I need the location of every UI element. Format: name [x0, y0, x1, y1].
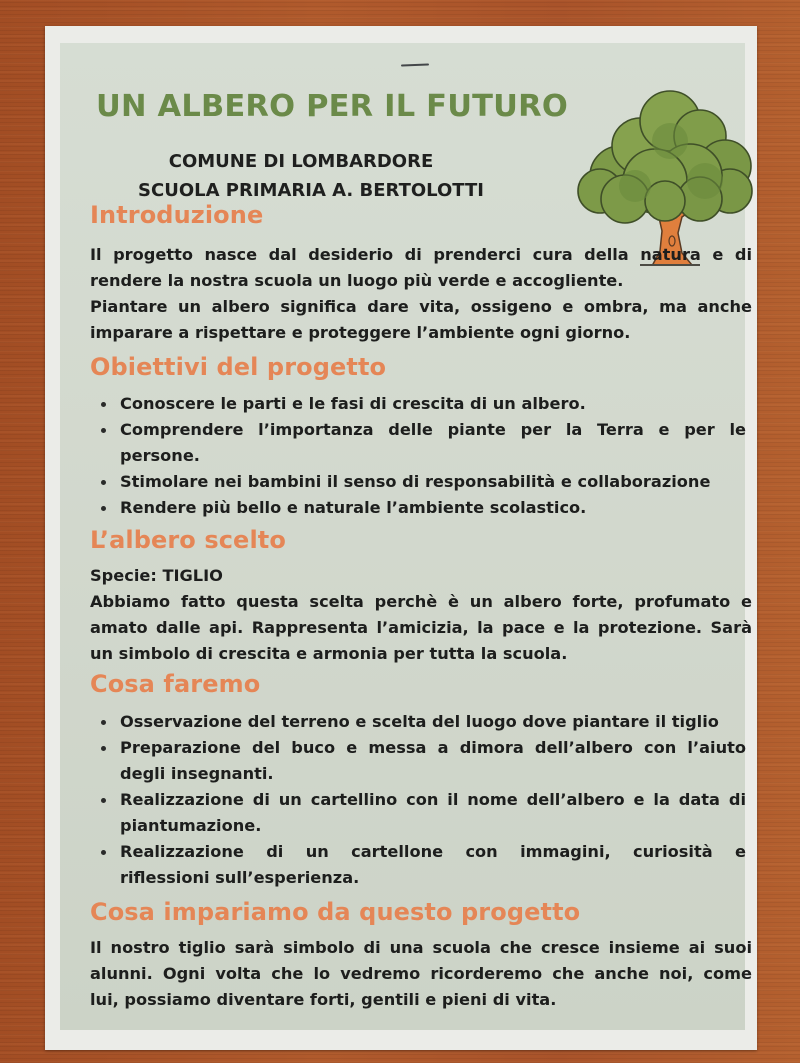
activity-item — [98, 735, 746, 787]
goals-list — [98, 391, 746, 521]
goal-text: Comprendere l’importanza delle piante per la Terra e per le — [120, 420, 746, 439]
activities-list — [98, 709, 746, 891]
intro-line: Piantare un albero significa dare vita, ossigeno e ombra, ma anche — [90, 297, 752, 316]
goal-text: Conoscere le parti e le fasi di crescita di un albero. — [120, 394, 586, 413]
tree-paragraph — [90, 563, 752, 667]
tree-line: amato dalle api. Rappresenta l’amicizia, la pace e la protezione. Sarà — [90, 618, 752, 637]
tree-icon — [560, 81, 760, 266]
school-name: SCUOLA PRIMARIA A. BERTOLOTTI — [138, 180, 484, 201]
learn-line: Il nostro tiglio sarà simbolo di una scuola che cresce insieme ai suoi — [90, 938, 752, 957]
learn-line: lui, possiamo diventare forti, gentili e pieni di vita. — [90, 990, 557, 1009]
intro-paragraph — [90, 242, 752, 346]
goal-text: persone. — [120, 446, 200, 465]
heading-cosa-impariamo: Cosa impariamo da questo progetto — [90, 898, 581, 926]
activity-text: Realizzazione di un cartellone con immagini, curiosità e — [120, 842, 746, 861]
heading-cosa-faremo: Cosa faremo — [90, 670, 261, 698]
activity-item — [98, 787, 746, 839]
learn-paragraph — [90, 935, 752, 1013]
intro-line: imparare a rispettare e proteggere l’ambiente ogni giorno. — [90, 323, 631, 342]
tree-line: Abbiamo fatto questa scelta perchè è un albero forte, profumato e — [90, 592, 752, 611]
learn-line: alunni. Ogni volta che lo vedremo ricorderemo che anche noi, come — [90, 964, 752, 983]
goal-item — [98, 417, 746, 469]
activity-item — [98, 709, 746, 735]
goal-text: Stimolare nei bambini il senso di responsabilità e collaborazione — [120, 472, 711, 491]
goal-text: Rendere più bello e naturale l’ambiente scolastico. — [120, 498, 587, 517]
species-label: Specie: TIGLIO — [90, 566, 223, 585]
intro-line: Il progetto nasce dal desiderio di prenderci cura della natura e di — [90, 245, 752, 264]
activity-text: degli insegnanti. — [120, 764, 274, 783]
goal-item — [98, 391, 746, 417]
municipality-name: COMUNE DI LOMBARDORE — [168, 151, 434, 172]
intro-line: rendere la nostra scuola un luogo più verde e accogliente. — [90, 271, 624, 290]
goal-item — [98, 495, 746, 521]
document-title: UN ALBERO PER IL FUTURO — [96, 89, 568, 124]
printed-flyer — [45, 26, 757, 1050]
heading-introduzione: Introduzione — [90, 201, 264, 229]
heading-albero-scelto: L’albero scelto — [90, 526, 286, 554]
goal-item — [98, 469, 746, 495]
activity-text: piantumazione. — [120, 816, 262, 835]
activity-text: riflessioni sull’esperienza. — [120, 868, 360, 887]
pencil-mark — [401, 64, 429, 67]
heading-obiettivi: Obiettivi del progetto — [90, 353, 387, 381]
tree-line: un simbolo di crescita e armonia per tutta la scuola. — [90, 644, 568, 663]
activity-text: Osservazione del terreno e scelta del luogo dove piantare il tiglio — [120, 712, 719, 731]
activity-text: Preparazione del buco e messa a dimora dell’albero con l’aiuto — [120, 738, 746, 757]
content-panel — [60, 43, 752, 1030]
activity-item — [98, 839, 746, 891]
activity-text: Realizzazione di un cartellino con il nome dell’albero e la data di — [120, 790, 746, 809]
